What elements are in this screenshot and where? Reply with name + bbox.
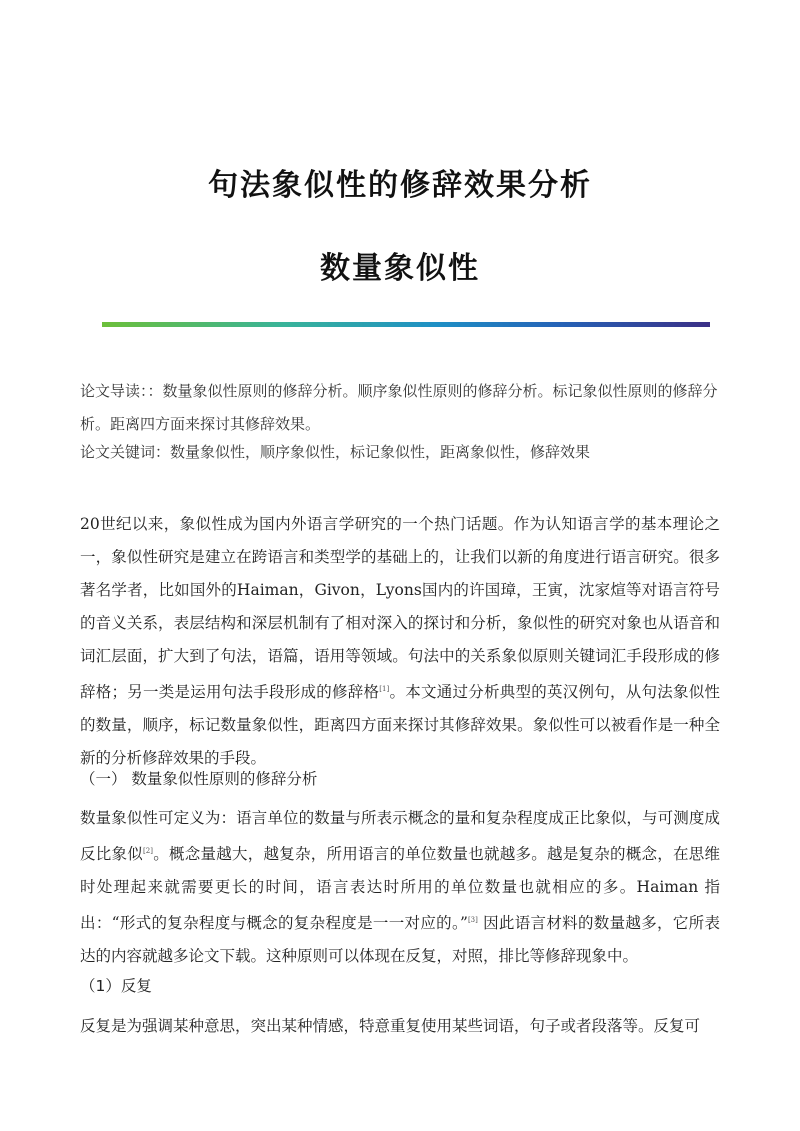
intro-text-part1: 20世纪以来，象似性成为国内外语言学研究的一个热门话题。作为认知语言学的基本理论之一，象似性研究是建立在跨语言和类型学的基础上的，让我们以新的角度进行语言研究。很多著名学者，比如国外的Haiman，Givon，Lyons国内的许国璋，王寅，沈家煊等对语言符号的音义关系，表层结构和深层机制有了相对深入的探讨和分析，象似性的研究对象也从语音和词汇层面，扩大到了句法，语篇，语用等领域。句法中的关系象似原则关键词汇手段形成的修辞格；另一类是运用句法手段形成的修辞格 (80, 515, 720, 702)
document-title: 句法象似性的修辞效果分析 (208, 168, 592, 203)
body-paragraph-quantity (80, 802, 720, 973)
body-paragraph-repetition: 反复是为强调某种意思，突出某种情感，特意重复使用某些词语，句子或者段落等。反复可 (80, 1017, 701, 1035)
citation-ref-1: [1] (379, 685, 390, 693)
citation-ref-2: [2] (143, 847, 153, 855)
citation-ref-3: [3] (467, 916, 478, 925)
quantity-text-part1: 数量象似性可定义为：语言单位的数量与所表示概念的量和复杂程度成正比象似，与可测度成反比象似 (80, 809, 720, 864)
abstract-guide: 论文导读：：数量象似性原则的修辞分析。顺序象似性原则的修辞分析。标记象似性原则的修辞分析。距离四方面来探讨其修辞效果。 (80, 382, 718, 433)
quantity-text-part3: 因此语言材料的数量越多，它所表达的内容就越多论文下载。这种原则可以体现在反复，对照，排比等修辞现象中。 (80, 914, 720, 966)
gradient-divider (102, 322, 710, 327)
body-paragraph-intro (80, 508, 720, 775)
keywords-line: 论文关键词：数量象似性，顺序象似性，标记象似性，距离象似性，修辞效果 (80, 443, 591, 461)
section-heading-quantity: （一） 数量象似性原则的修辞分析 (80, 770, 318, 788)
subsection-heading-repetition: （1）反复 (80, 977, 152, 995)
document-subtitle: 数量象似性 (320, 251, 480, 286)
intro-text-part2: 。本文通过分析典型的英汉例句，从句法象似性的数量，顺序，标记数量象似性，距离四方面来探讨其修辞效果。象似性可以被看作是一种全新的分析修辞效果的手段。 (80, 683, 720, 768)
quantity-text-part2: 。概念量越大，越复杂，所用语言的单位数量也就越多。越是复杂的概念，在思维时处理起来就需要更长的时间，语言表达时所用的单位数量也就相应的多。Haiman 指出：“形式的复杂程度与概念的复杂程度是一一对应的。” (80, 845, 720, 933)
